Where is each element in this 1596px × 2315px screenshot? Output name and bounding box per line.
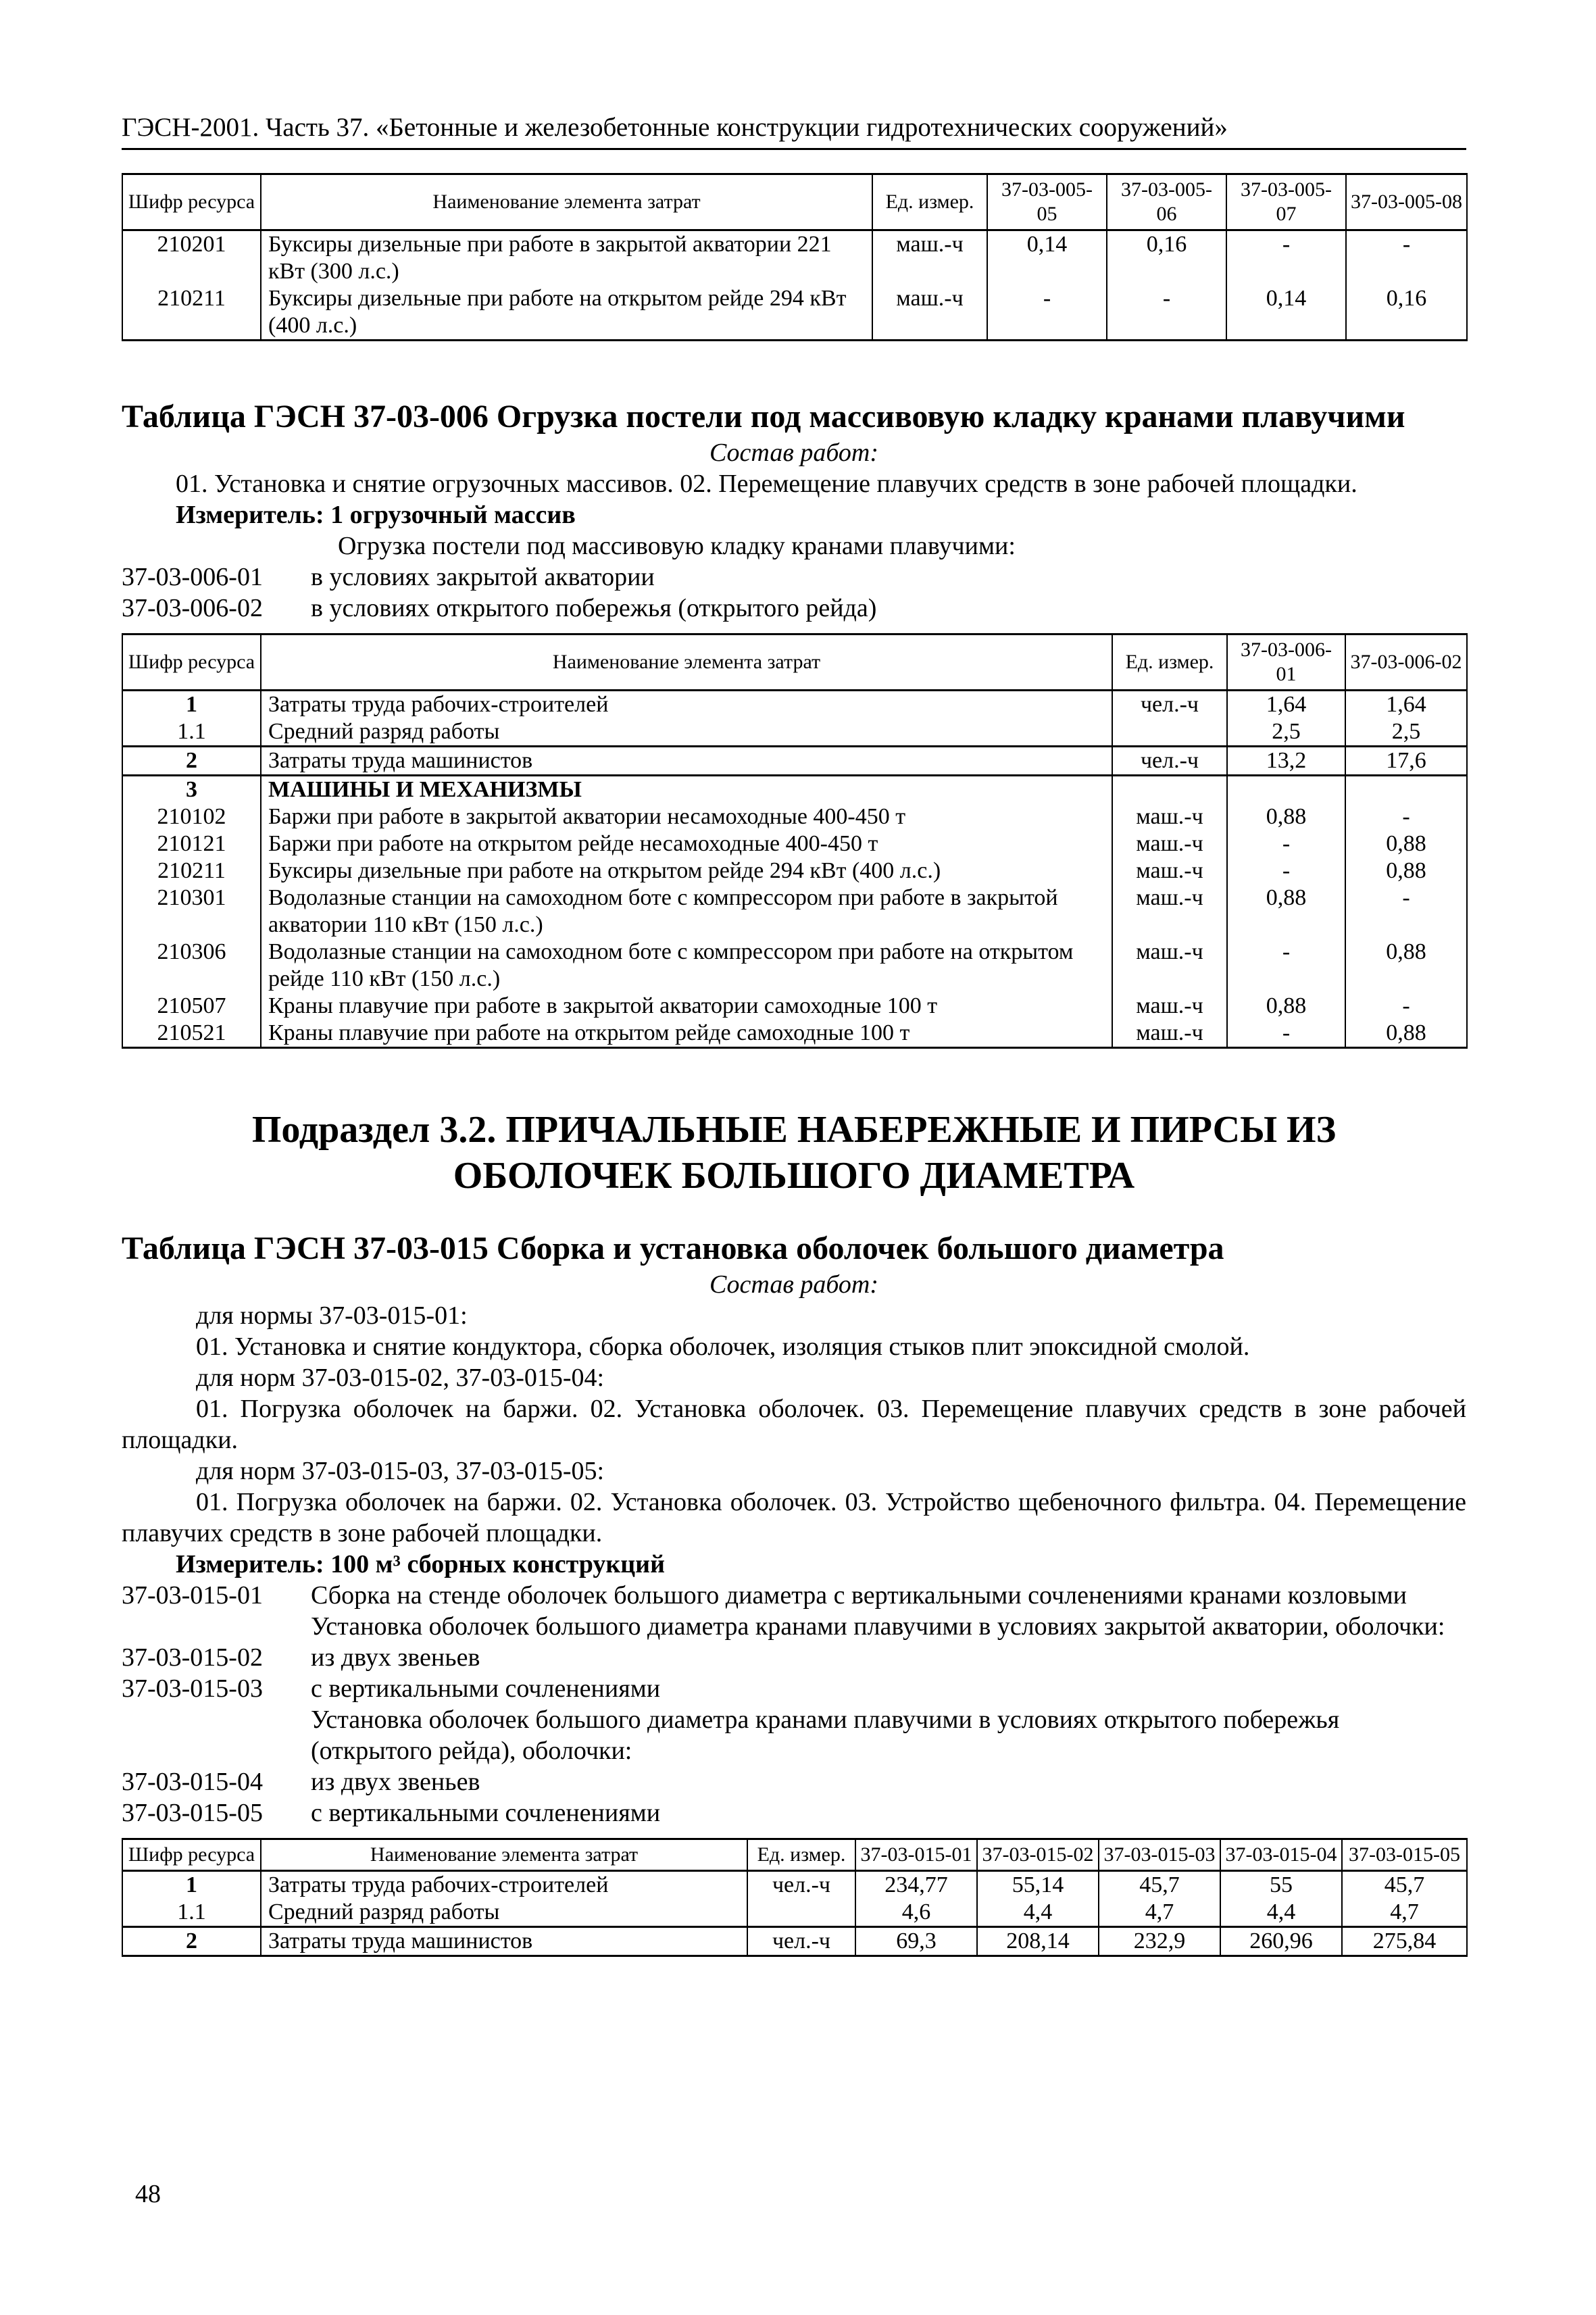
table-006-title: Таблица ГЭСН 37-03-006 Огрузка постели под массивовую кладку кранами плавучими bbox=[122, 399, 1405, 434]
composition-head: для норм 37-03-015-02, 37-03-015-04: bbox=[196, 1364, 605, 1392]
cell-value: 232,9 bbox=[1099, 1927, 1220, 1956]
col-header-unit: Ед. измер. bbox=[872, 174, 987, 230]
running-header: ГЭСН-2001. Часть 37. «Бетонные и железобетонные конструкции гидротехнических сооружений» bbox=[122, 111, 1466, 150]
table-row bbox=[122, 830, 1467, 857]
cell-code: 210507 bbox=[122, 993, 261, 1020]
list-item bbox=[122, 530, 1466, 562]
cell-name: Затраты труда машинистов bbox=[261, 747, 1112, 776]
table-row bbox=[122, 803, 1467, 830]
subsection-title-line1: Подраздел 3.2. ПРИЧАЛЬНЫЕ НАБЕРЕЖНЫЕ И ПИРСЫ ИЗ bbox=[251, 1109, 1337, 1151]
cell-unit: маш.-ч bbox=[1112, 993, 1227, 1020]
cell-name: Баржи при работе на открытом рейде несамоходные 400-450 т bbox=[261, 830, 1112, 857]
table-row bbox=[122, 691, 1467, 719]
table-row bbox=[122, 993, 1467, 1020]
cell-name: Средний разряд работы bbox=[261, 1899, 747, 1927]
cell-value: 69,3 bbox=[855, 1927, 977, 1956]
measure-unit: Измеритель: 1 огрузочный массив bbox=[176, 501, 576, 529]
norm-text: в условиях закрытой акватории bbox=[311, 563, 655, 591]
table-row bbox=[122, 285, 1467, 341]
cell-unit: чел.-ч bbox=[1112, 691, 1227, 719]
cell-value: - bbox=[1227, 857, 1345, 885]
cell-value bbox=[1345, 776, 1467, 804]
cell-value: 0,88 bbox=[1345, 939, 1467, 993]
col-header-norm: 37-03-015-02 bbox=[977, 1839, 1099, 1871]
list-item bbox=[122, 1580, 1466, 1611]
cell-unit: маш.-ч bbox=[1112, 885, 1227, 939]
cell-value: - bbox=[1226, 230, 1346, 286]
norm-text: из двух звеньев bbox=[311, 1643, 480, 1672]
table-header-row bbox=[122, 634, 1467, 691]
cell-code: 1 bbox=[122, 691, 261, 719]
cell-value: 17,6 bbox=[1345, 747, 1467, 776]
cell-unit bbox=[1112, 776, 1227, 804]
cell-code: 1.1 bbox=[122, 718, 261, 747]
cell-name: Средний разряд работы bbox=[261, 718, 1112, 747]
cell-code: 210211 bbox=[122, 857, 261, 885]
cell-value: - bbox=[1345, 993, 1467, 1020]
cell-unit bbox=[1112, 718, 1227, 747]
cell-code: 1 bbox=[122, 1871, 261, 1899]
cell-value: 55 bbox=[1220, 1871, 1342, 1899]
cell-name: Краны плавучие при работе в закрытой акватории самоходные 100 т bbox=[261, 993, 1112, 1020]
norm-text: Установка оболочек большого диаметра кранами плавучими в условиях закрытой акватории, оболочки: bbox=[311, 1612, 1445, 1641]
cell-name: Буксиры дизельные при работе на открытом рейде 294 кВт (400 л.с.) bbox=[261, 285, 872, 341]
cell-value: 2,5 bbox=[1227, 718, 1345, 747]
cell-value: 208,14 bbox=[977, 1927, 1099, 1956]
cell-code: 2 bbox=[122, 1927, 261, 1956]
cell-code: 210121 bbox=[122, 830, 261, 857]
col-header-norm: 37-03-015-05 bbox=[1342, 1839, 1467, 1871]
cell-code: 210211 bbox=[122, 285, 261, 341]
cell-name: Буксиры дизельные при работе на открытом рейде 294 кВт (400 л.с.) bbox=[261, 857, 1112, 885]
cell-name: Буксиры дизельные при работе в закрытой акватории 221 кВт (300 л.с.) bbox=[261, 230, 872, 286]
norm-code: 37-03-006-02 bbox=[122, 594, 263, 622]
cell-code: 3 bbox=[122, 776, 261, 804]
cell-value: 0,14 bbox=[1226, 285, 1346, 341]
cell-name: Краны плавучие при работе на открытом рейде самоходные 100 т bbox=[261, 1020, 1112, 1048]
cell-unit: маш.-ч bbox=[1112, 830, 1227, 857]
norm-text: с вертикальными сочленениями bbox=[311, 1799, 661, 1827]
norm-text: Установка оболочек большого диаметра кранами плавучими в условиях открытого побережья (открытого рейда), оболочки: bbox=[311, 1706, 1340, 1765]
norm-code: 37-03-006-01 bbox=[122, 563, 263, 591]
cell-name: Затраты труда машинистов bbox=[261, 1927, 747, 1956]
measure-unit: Измеритель: 100 м³ сборных конструкций bbox=[176, 1550, 665, 1578]
list-item bbox=[122, 1766, 1466, 1797]
composition-head: для нормы 37-03-015-01: bbox=[196, 1301, 468, 1330]
table-row bbox=[122, 885, 1467, 939]
table-row bbox=[122, 1020, 1467, 1048]
col-header-norm: 37-03-005-06 bbox=[1107, 174, 1226, 230]
cell-value: - bbox=[1107, 285, 1226, 341]
list-item bbox=[122, 1673, 1466, 1704]
cell-name: Затраты труда рабочих-строителей bbox=[261, 1871, 747, 1899]
table-row bbox=[122, 857, 1467, 885]
cell-value: 0,88 bbox=[1345, 1020, 1467, 1048]
col-header-norm: 37-03-015-04 bbox=[1220, 1839, 1342, 1871]
norm-code: 37-03-015-02 bbox=[122, 1643, 263, 1672]
composition-label: Состав работ: bbox=[709, 439, 879, 467]
table-header-row bbox=[122, 174, 1467, 230]
composition-head: для норм 37-03-015-03, 37-03-015-05: bbox=[196, 1457, 605, 1485]
subsection-title bbox=[122, 1107, 1466, 1199]
col-header-name: Наименование элемента затрат bbox=[261, 634, 1112, 691]
norm-code: 37-03-015-05 bbox=[122, 1799, 263, 1827]
col-header-name: Наименование элемента затрат bbox=[261, 1839, 747, 1871]
composition-text: 01. Погрузка оболочек на баржи. 02. Установка оболочек. 03. Перемещение плавучих средств в зоне рабочей площадки. bbox=[122, 1395, 1466, 1454]
col-header-code: Шифр ресурса bbox=[122, 174, 261, 230]
col-header-norm: 37-03-015-01 bbox=[855, 1839, 977, 1871]
cell-value: 55,14 bbox=[977, 1871, 1099, 1899]
col-header-norm: 37-03-006-01 bbox=[1227, 634, 1345, 691]
col-header-norm: 37-03-005-08 bbox=[1346, 174, 1467, 230]
cell-value: 2,5 bbox=[1345, 718, 1467, 747]
document-page bbox=[122, 111, 1466, 1957]
cell-value: 0,16 bbox=[1107, 230, 1226, 286]
cell-code: 210201 bbox=[122, 230, 261, 286]
cell-name: Затраты труда рабочих-строителей bbox=[261, 691, 1112, 719]
cell-value: 45,7 bbox=[1099, 1871, 1220, 1899]
cell-name: МАШИНЫ И МЕХАНИЗМЫ bbox=[261, 776, 1112, 804]
cell-value bbox=[1227, 776, 1345, 804]
col-header-name: Наименование элемента затрат bbox=[261, 174, 872, 230]
col-header-norm: 37-03-015-03 bbox=[1099, 1839, 1220, 1871]
cell-value: - bbox=[987, 285, 1107, 341]
cell-value: 13,2 bbox=[1227, 747, 1345, 776]
table-015 bbox=[122, 1838, 1468, 1957]
cell-value: 4,7 bbox=[1342, 1899, 1467, 1927]
cell-unit: маш.-ч bbox=[1112, 857, 1227, 885]
cell-value: 0,14 bbox=[987, 230, 1107, 286]
table-row bbox=[122, 1871, 1467, 1899]
table-row bbox=[122, 747, 1467, 776]
cell-value: 0,16 bbox=[1346, 285, 1467, 341]
cell-value: 260,96 bbox=[1220, 1927, 1342, 1956]
cell-value: 0,88 bbox=[1345, 857, 1467, 885]
list-item bbox=[122, 1704, 1466, 1766]
table-header-row bbox=[122, 1839, 1467, 1871]
table-row bbox=[122, 1927, 1467, 1956]
norm-text: с вертикальными сочленениями bbox=[311, 1674, 661, 1703]
cell-unit: маш.-ч bbox=[872, 285, 987, 341]
cell-value: - bbox=[1346, 230, 1467, 286]
cell-value: 275,84 bbox=[1342, 1927, 1467, 1956]
table-row bbox=[122, 718, 1467, 747]
cell-unit: маш.-ч bbox=[1112, 939, 1227, 993]
composition-text: 01. Установка и снятие огрузочных массивов. 02. Перемещение плавучих средств в зоне рабочей площадки. bbox=[176, 470, 1357, 498]
cell-value: - bbox=[1227, 1020, 1345, 1048]
cell-unit: маш.-ч bbox=[1112, 803, 1227, 830]
list-item bbox=[122, 1611, 1466, 1642]
table-row bbox=[122, 1899, 1467, 1927]
col-header-unit: Ед. измер. bbox=[1112, 634, 1227, 691]
col-header-norm: 37-03-005-05 bbox=[987, 174, 1107, 230]
norm-code: 37-03-015-04 bbox=[122, 1768, 263, 1796]
cell-code: 210301 bbox=[122, 885, 261, 939]
cell-value: - bbox=[1345, 803, 1467, 830]
cell-code: 210521 bbox=[122, 1020, 261, 1048]
cell-value: 0,88 bbox=[1227, 993, 1345, 1020]
norm-text: Сборка на стенде оболочек большого диаметра с вертикальными сочленениями кранами козловыми bbox=[311, 1581, 1407, 1610]
cell-value: 0,88 bbox=[1345, 830, 1467, 857]
cell-name: Баржи при работе в закрытой акватории несамоходные 400-450 т bbox=[261, 803, 1112, 830]
cell-code: 1.1 bbox=[122, 1899, 261, 1927]
norm-text: из двух звеньев bbox=[311, 1768, 480, 1796]
cell-name: Водолазные станции на самоходном боте с компрессором при работе в закрытой акватории 110 кВт (150 л.с.) bbox=[261, 885, 1112, 939]
cell-value: 45,7 bbox=[1342, 1871, 1467, 1899]
table-015-title: Таблица ГЭСН 37-03-015 Сборка и установка оболочек большого диаметра bbox=[122, 1230, 1224, 1266]
cell-name: Водолазные станции на самоходном боте с компрессором при работе на открытом рейде 110 кВт (150 л.с.) bbox=[261, 939, 1112, 993]
cell-value: - bbox=[1227, 939, 1345, 993]
cell-value: 1,64 bbox=[1227, 691, 1345, 719]
list-item bbox=[122, 1642, 1466, 1673]
list-item bbox=[122, 562, 1466, 593]
col-header-unit: Ед. измер. bbox=[747, 1839, 855, 1871]
cell-value: 0,88 bbox=[1227, 803, 1345, 830]
list-item bbox=[122, 1797, 1466, 1828]
cell-unit bbox=[747, 1899, 855, 1927]
composition-text: 01. Погрузка оболочек на баржи. 02. Установка оболочек. 03. Устройство щебеночного фильтра. 04. Перемещение плавучих средств в зоне рабочей площадки. bbox=[122, 1488, 1466, 1547]
subsection-title-line2: ОБОЛОЧЕК БОЛЬШОГО ДИАМЕТРА bbox=[453, 1155, 1135, 1197]
cell-value: 4,4 bbox=[1220, 1899, 1342, 1927]
col-header-code: Шифр ресурса bbox=[122, 634, 261, 691]
list-item bbox=[122, 593, 1466, 624]
cell-value: 234,77 bbox=[855, 1871, 977, 1899]
norm-text: в условиях открытого побережья (открытого рейда) bbox=[311, 594, 877, 622]
cell-value: 0,88 bbox=[1227, 885, 1345, 939]
col-header-code: Шифр ресурса bbox=[122, 1839, 261, 1871]
cell-code: 210102 bbox=[122, 803, 261, 830]
col-header-norm: 37-03-005-07 bbox=[1226, 174, 1346, 230]
cell-unit: чел.-ч bbox=[747, 1927, 855, 1956]
norm-code: 37-03-015-03 bbox=[122, 1674, 263, 1703]
table-005 bbox=[122, 173, 1468, 341]
cell-value: 4,4 bbox=[977, 1899, 1099, 1927]
cell-code: 210306 bbox=[122, 939, 261, 993]
table-row bbox=[122, 939, 1467, 993]
norm-code bbox=[122, 1704, 311, 1766]
composition-label: Состав работ: bbox=[709, 1270, 879, 1299]
cell-code: 2 bbox=[122, 747, 261, 776]
table-006 bbox=[122, 633, 1468, 1049]
cell-unit: чел.-ч bbox=[1112, 747, 1227, 776]
cell-unit: маш.-ч bbox=[872, 230, 987, 286]
cell-unit: чел.-ч bbox=[747, 1871, 855, 1899]
cell-value: 4,7 bbox=[1099, 1899, 1220, 1927]
norm-code: 37-03-015-01 bbox=[122, 1581, 263, 1610]
cell-value: - bbox=[1345, 885, 1467, 939]
cell-value: 1,64 bbox=[1345, 691, 1467, 719]
norm-intro: Огрузка постели под массивовую кладку кранами плавучими: bbox=[338, 532, 1016, 560]
norm-code bbox=[122, 1611, 311, 1642]
cell-unit: маш.-ч bbox=[1112, 1020, 1227, 1048]
cell-value: 4,6 bbox=[855, 1899, 977, 1927]
composition-text: 01. Установка и снятие кондуктора, сборка оболочек, изоляция стыков плит эпоксидной смолой. bbox=[196, 1333, 1250, 1361]
table-row bbox=[122, 776, 1467, 804]
table-row bbox=[122, 230, 1467, 286]
col-header-norm: 37-03-006-02 bbox=[1345, 634, 1467, 691]
cell-value: - bbox=[1227, 830, 1345, 857]
page-number: 48 bbox=[135, 2180, 161, 2208]
